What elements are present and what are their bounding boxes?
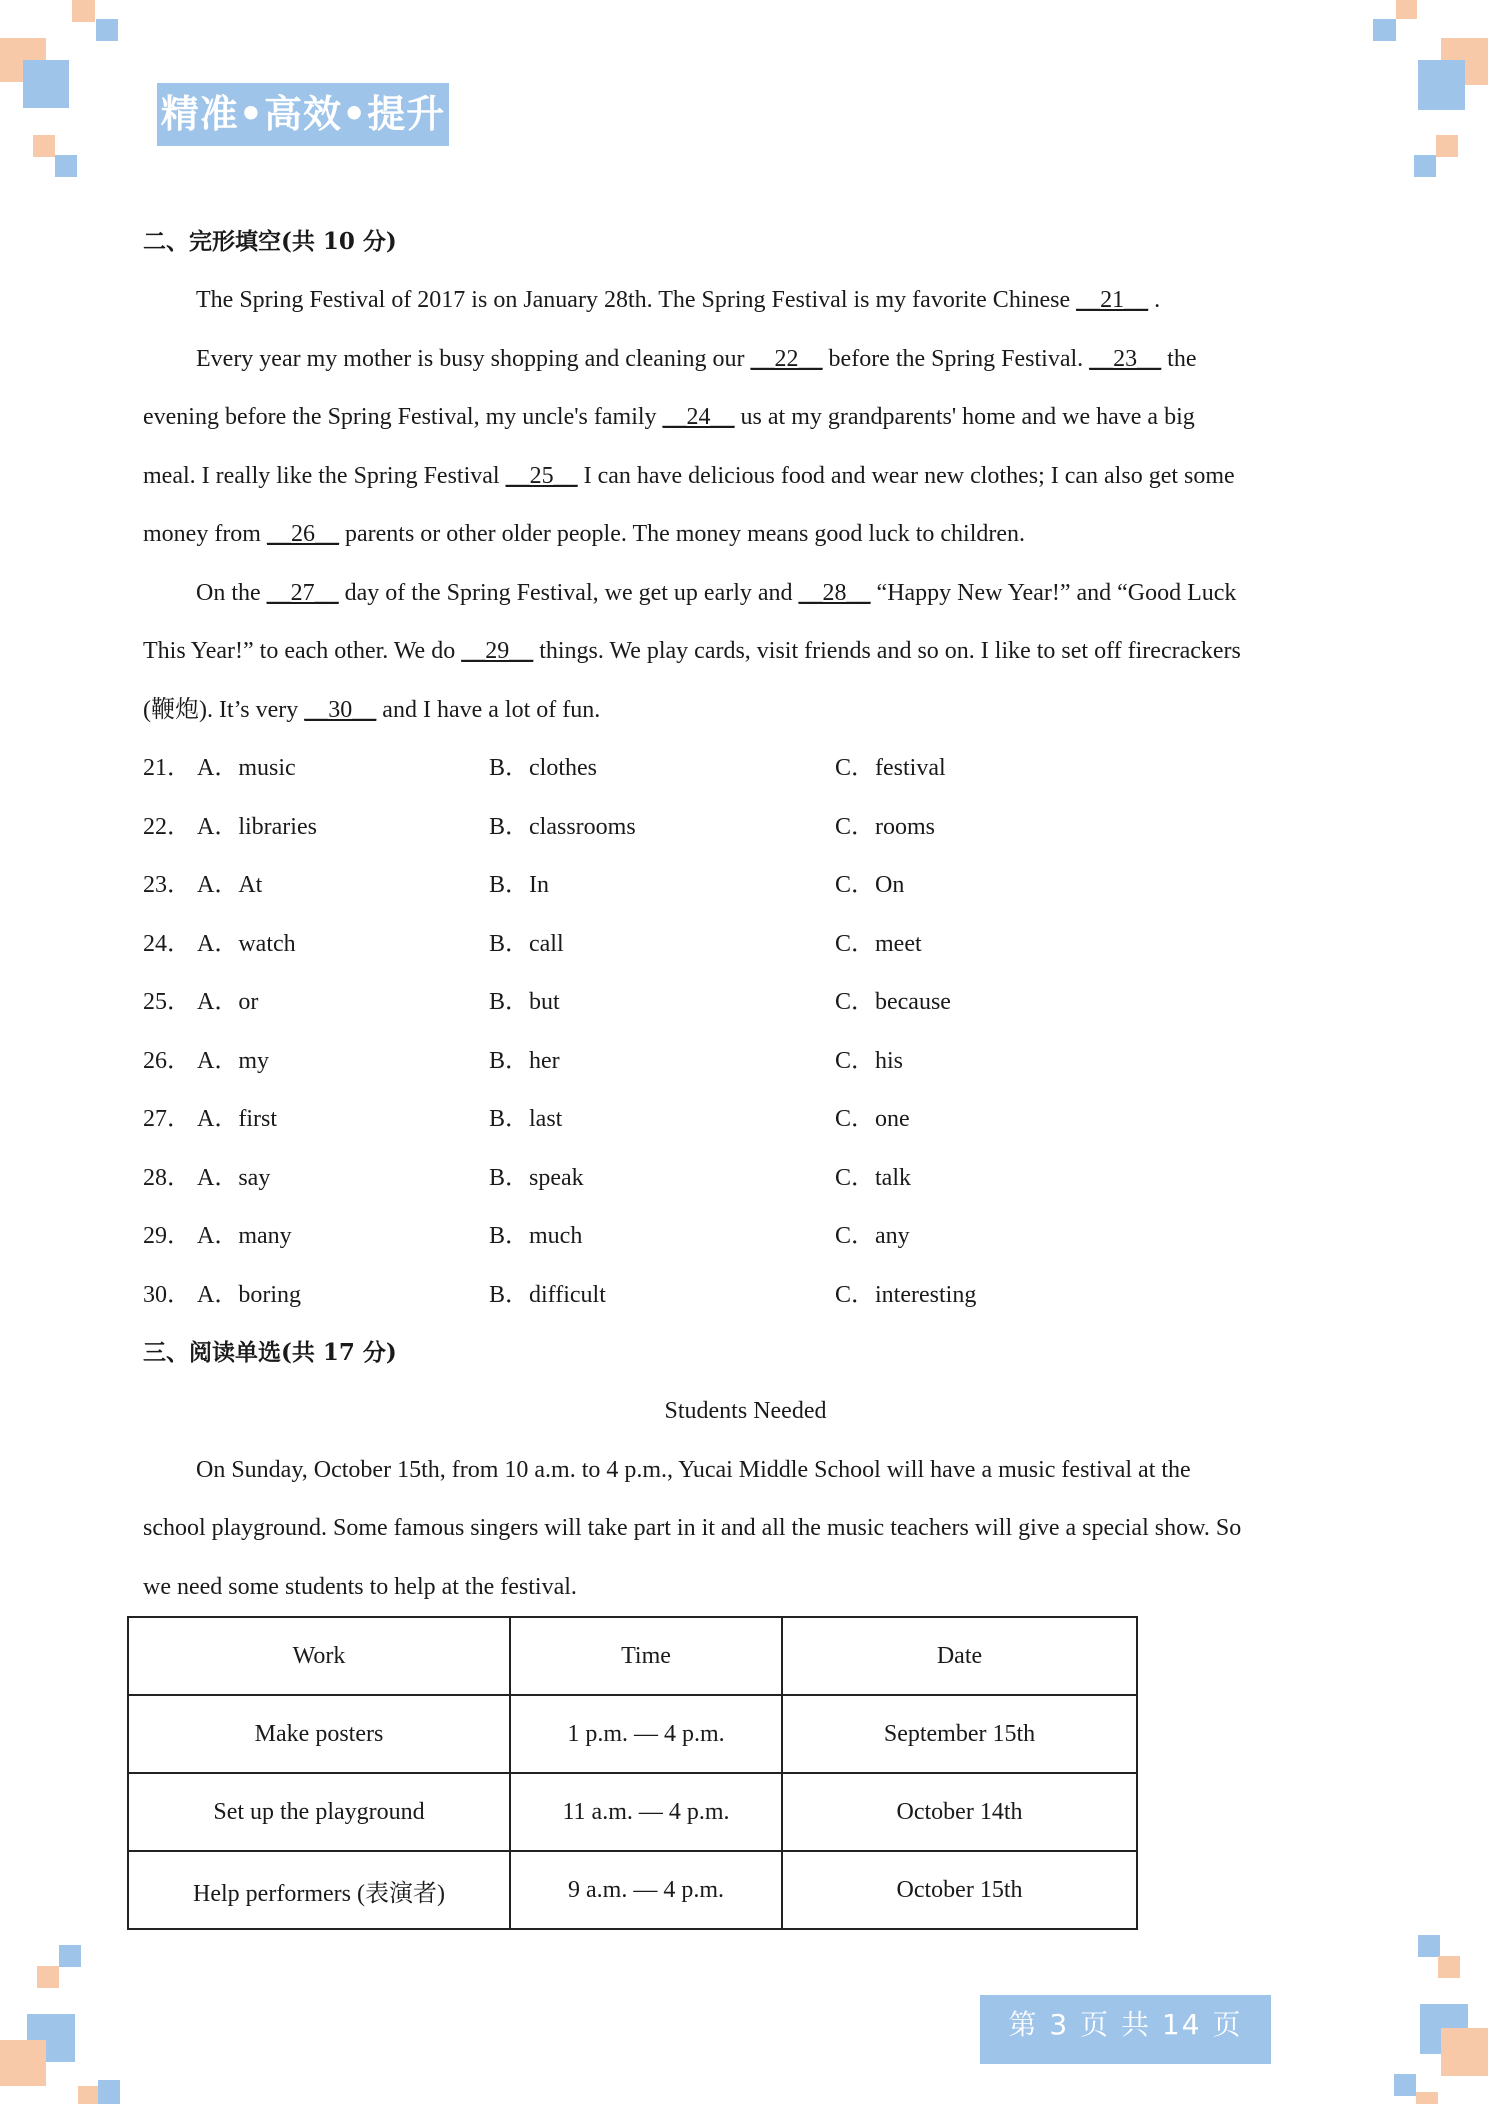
option-a: A．my <box>197 1047 269 1074</box>
blank-marker: __21__ <box>1076 287 1149 313</box>
page-break-mask <box>100 1933 1200 1973</box>
passage-text: (鞭炮). It’s very <box>143 696 305 723</box>
option-b: B．clothes <box>489 755 597 781</box>
option-a: A．libraries <box>197 813 317 840</box>
option-c: C．any <box>835 1223 910 1249</box>
question-number: 21． <box>143 755 191 781</box>
passage-line <box>143 388 1348 447</box>
option-c: C．rooms <box>835 813 936 840</box>
question-options-row <box>143 1266 1348 1325</box>
passage-text: things. We play cards, visit friends and so on. I like to set off firecrackers <box>533 638 1241 664</box>
question-number: 27． <box>143 1106 191 1132</box>
option-a: A．music <box>197 755 296 781</box>
passage-text: The Spring Festival of 2017 is on January 28th. The Spring Festival is my favorite Chinese <box>196 287 1077 313</box>
passage-line <box>143 622 1348 681</box>
table-header-cell: Time <box>510 1617 782 1695</box>
question-number: 25． <box>143 989 191 1015</box>
passage-text: before the Spring Festival. <box>822 345 1090 372</box>
cloze-passage <box>143 271 1348 739</box>
question-number: 29． <box>143 1223 191 1249</box>
passage-line <box>143 447 1348 506</box>
option-c: C．his <box>835 1047 904 1074</box>
blank-marker: __30__ <box>304 696 377 723</box>
option-b: B．last <box>489 1106 563 1132</box>
option-c: C．On <box>835 872 905 898</box>
passage-text: I can have delicious food and wear new clothes; I can also get some <box>577 462 1235 489</box>
passage-line <box>143 271 1348 330</box>
passage-heading: Students Needed <box>664 1398 827 1424</box>
question-number: 23． <box>143 872 191 898</box>
table-cell: October 15th <box>782 1851 1137 1929</box>
blank-marker: __26__ <box>266 521 339 547</box>
option-c: C．interesting <box>835 1281 977 1308</box>
option-b: B．her <box>489 1047 560 1074</box>
option-b: B．speak <box>489 1164 584 1191</box>
passage-line <box>143 564 1348 623</box>
passage-text: parents or other older people. The money means good luck to children. <box>338 521 1026 547</box>
option-b: B．difficult <box>489 1281 606 1308</box>
passage-line <box>143 505 1348 564</box>
question-options-row <box>143 915 1348 974</box>
passage-text: This Year!” to each other. We do <box>143 638 462 664</box>
table-row <box>128 1773 1137 1851</box>
option-b: B．In <box>489 872 549 898</box>
passage-text: . <box>1148 287 1161 313</box>
passage-text: money from <box>143 521 267 547</box>
option-b: B．much <box>489 1223 583 1249</box>
passage-text: meal. I really like the Spring Festival <box>143 462 506 489</box>
blank-marker: __28__ <box>798 579 871 606</box>
cloze-options <box>143 739 1348 1324</box>
question-options-row <box>143 973 1348 1032</box>
reading-section-title: 三、阅读单选(共 17 分) <box>143 1339 397 1366</box>
option-a: A．many <box>197 1223 292 1249</box>
blank-marker: __25__ <box>505 462 578 489</box>
question-options-row <box>143 1032 1348 1091</box>
table-cell: Make posters <box>128 1695 510 1773</box>
passage-line: we need some students to help at the festival. <box>143 1573 577 1600</box>
table-cell: 11 a.m. — 4 p.m. <box>510 1773 782 1851</box>
option-a: A．first <box>197 1106 277 1132</box>
blank-marker: __24__ <box>662 404 735 430</box>
table-cell: September 15th <box>782 1695 1137 1773</box>
question-options-row <box>143 739 1348 798</box>
option-a: A．boring <box>197 1281 301 1308</box>
passage-line <box>143 330 1348 389</box>
reading-passage <box>143 1441 1348 1617</box>
blank-marker: __22__ <box>750 345 823 372</box>
blank-marker: __29__ <box>461 638 534 664</box>
passage-text: and I have a lot of fun. <box>376 696 601 723</box>
question-number: 26． <box>143 1047 191 1074</box>
work-schedule-table <box>127 1616 1138 1930</box>
question-options-row <box>143 798 1348 857</box>
table-cell: 1 p.m. — 4 p.m. <box>510 1695 782 1773</box>
option-c: C．meet <box>835 930 922 957</box>
page-number-badge: 第 3 页 共 14 页 <box>980 1995 1271 2064</box>
question-number: 28． <box>143 1164 191 1191</box>
table-header-row <box>128 1617 1137 1695</box>
question-number: 22． <box>143 813 191 840</box>
question-options-row <box>143 1207 1348 1266</box>
passage-text: “Happy New Year!” and “Good Luck <box>870 579 1237 606</box>
option-a: A．say <box>197 1164 271 1191</box>
passage-text: day of the Spring Festival, we get up early and <box>338 579 799 606</box>
passage-text: the <box>1161 345 1197 372</box>
option-c: C．one <box>835 1106 910 1132</box>
question-number: 24． <box>143 930 191 957</box>
option-c: C．because <box>835 989 951 1015</box>
page-content <box>143 213 1348 1616</box>
passage-line <box>143 681 1348 740</box>
option-c: C．festival <box>835 755 946 781</box>
table-row <box>128 1851 1137 1929</box>
question-options-row <box>143 1149 1348 1208</box>
blank-marker: __27__ <box>266 579 339 606</box>
option-c: C．talk <box>835 1164 911 1191</box>
passage-text: us at my grandparents' home and we have a big <box>734 404 1195 430</box>
question-options-row <box>143 856 1348 915</box>
table-header-cell: Date <box>782 1617 1137 1695</box>
passage-text: Every year my mother is busy shopping and cleaning our <box>196 345 751 372</box>
table-cell: October 14th <box>782 1773 1137 1851</box>
option-b: B．call <box>489 930 564 957</box>
option-b: B．but <box>489 989 560 1015</box>
table-row <box>128 1695 1137 1773</box>
header-banner: 精准•高效•提升 <box>157 83 449 146</box>
question-options-row <box>143 1090 1348 1149</box>
cloze-section-title: 二、完形填空(共 10 分) <box>143 228 397 255</box>
option-b: B．classrooms <box>489 813 636 840</box>
option-a: A．watch <box>197 930 296 957</box>
passage-line: On Sunday, October 15th, from 10 a.m. to 4 p.m., Yucai Middle School will have a music festival at the <box>196 1456 1191 1483</box>
table-header-cell: Work <box>128 1617 510 1695</box>
passage-text: On the <box>196 579 267 606</box>
passage-text: evening before the Spring Festival, my uncle's family <box>143 404 663 430</box>
passage-line: school playground. Some famous singers will take part in it and all the music teachers will give a special show. So <box>143 1515 1242 1541</box>
blank-marker: __23__ <box>1089 345 1162 372</box>
option-a: A．At <box>197 872 263 898</box>
table-cell: Set up the playground <box>128 1773 510 1851</box>
table-cell: Help performers (表演者) <box>128 1851 510 1929</box>
option-a: A．or <box>197 989 259 1015</box>
table-cell: 9 a.m. — 4 p.m. <box>510 1851 782 1929</box>
question-number: 30． <box>143 1281 191 1308</box>
